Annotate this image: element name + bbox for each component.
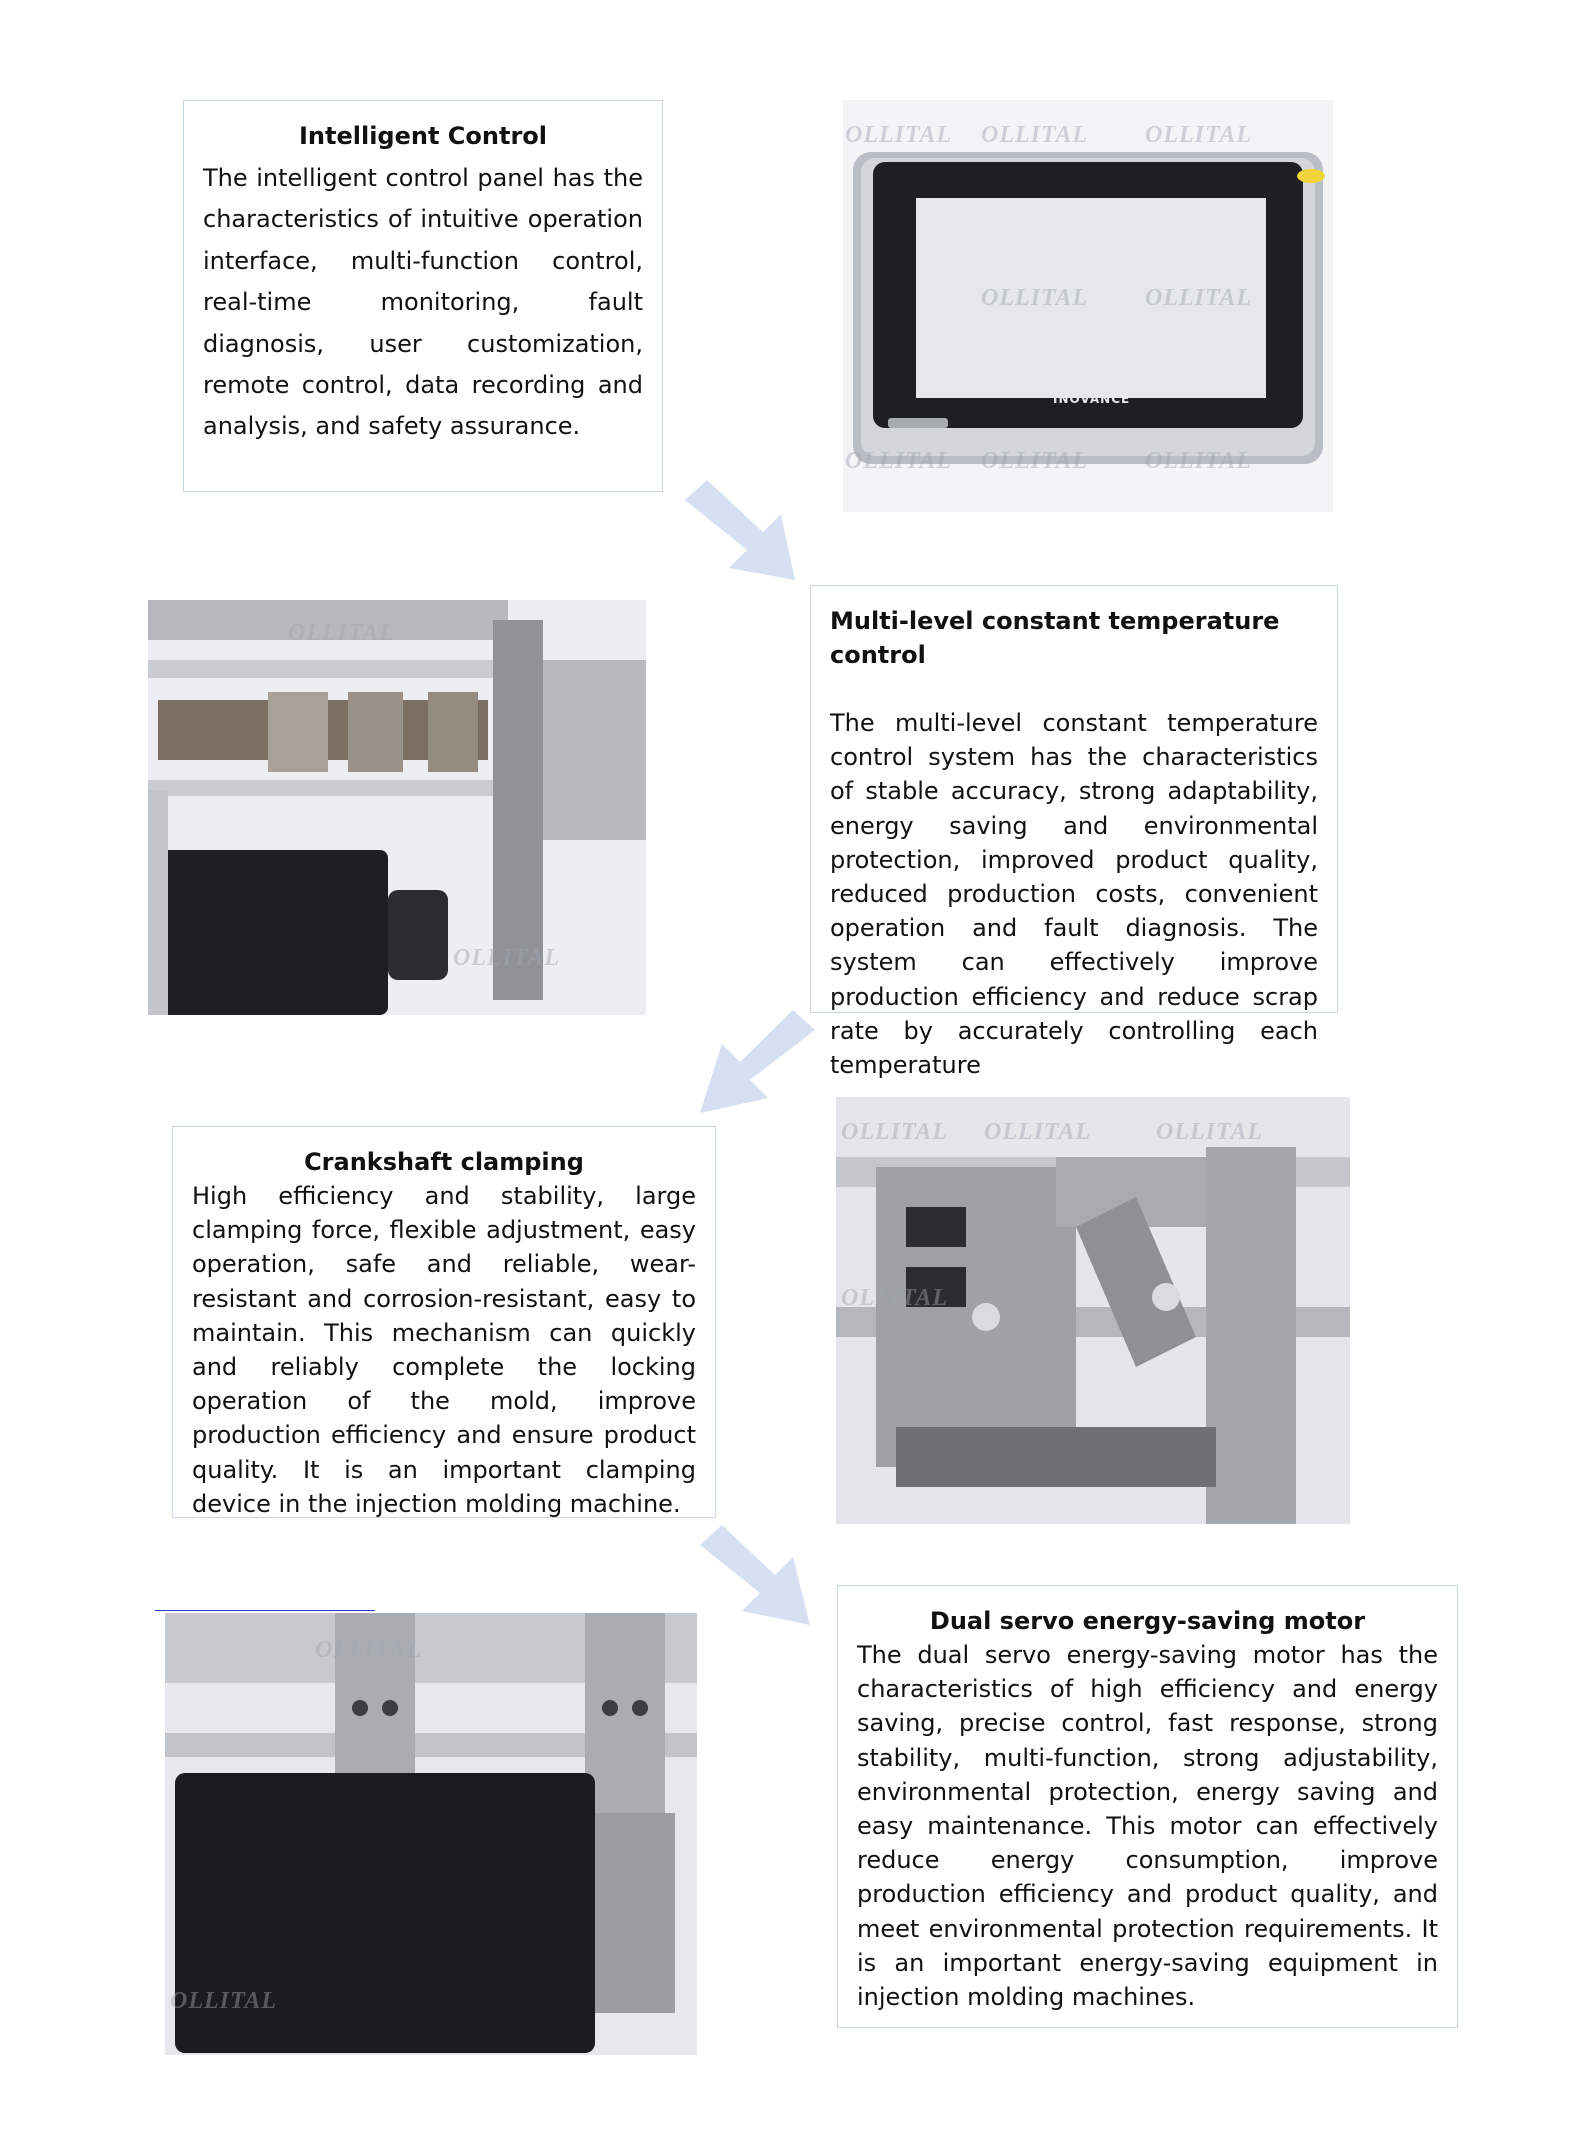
servo-motor-box [837,1585,1458,2028]
watermark-text: OLLITAL [841,1119,948,1145]
temperature-control-body: The multi-level constant temperature control system has the characteristics of stable accuracy, strong adaptability, energy saving and environmental protection, improved product quality, reduced production costs, convenient operation and fault diagnosis. The system can effectively improve production efficiency and reduce scrap rate by accurately controlling each temperature [830,709,1318,1080]
watermark-text: OLLITAL [1156,1119,1263,1145]
arrow-down-left-icon [700,1010,815,1115]
watermark-text: OLLITAL [1145,122,1252,148]
watermark-text: OLLITAL [981,285,1088,311]
flow-arrow-1 [685,480,815,590]
flow-arrow-2 [700,1010,815,1115]
crankshaft-clamping-box [172,1126,716,1518]
watermark-text: OLLITAL [845,448,952,474]
temperature-module-illustration [148,600,646,1015]
intelligent-control-box [183,100,663,492]
watermark-text: OLLITAL [170,1988,277,2014]
watermark-text: OLLITAL [288,620,395,646]
crankshaft-clamping-body: High efficiency and stability, large clamping force, flexible adjustment, easy operation, safe and reliable, wear-resistant and corrosion-resistant, easy to maintain. This mechanism can quickly and reliably complete the locking operation of the mold, improve production efficiency and ensure product quality. It is an important clamping device in the injection molding machine. [192,1182,696,1518]
intelligent-control-title: Intelligent Control [298,122,548,150]
watermark-text: OLLITAL [841,1285,948,1311]
crankshaft-clamping-title: Crankshaft clamping [304,1148,584,1176]
watermark-text: OLLITAL [845,122,952,148]
crankshaft-photo [836,1097,1350,1524]
control-panel-photo [843,100,1333,512]
arrow-down-right-icon [700,1525,820,1630]
temperature-control-title: Multi-level constant temperature control [830,607,1280,669]
watermark-text: OLLITAL [453,945,560,971]
watermark-text: OLLITAL [315,1637,422,1663]
servo-motor-title: Dual servo energy-saving motor [929,1607,1366,1635]
watermark-text: OLLITAL [984,1119,1091,1145]
temperature-control-box [810,585,1338,1080]
watermark-text: OLLITAL [1145,448,1252,474]
arrow-down-right-icon [685,480,815,590]
watermark-text: OLLITAL [981,448,1088,474]
panel-brand-logo: INOVANCE [1053,392,1131,406]
intelligent-control-body: The intelligent control panel has the characteristics of intuitive operation interface, multi-function control, real-time monitoring, fault diagnosis, user customization, remote control, data recording and analysis, and safety assurance. [203,164,643,441]
watermark-text: OLLITAL [981,122,1088,148]
watermark-text: OLLITAL [1145,285,1252,311]
temperature-module-photo [148,600,646,1015]
flow-arrow-3 [700,1525,820,1630]
servo-motor-body: The dual servo energy-saving motor has the characteristics of high efficiency and energy saving, precise control, fast response, strong stability, multi-function, strong adjustability, environmental protection, energy saving and easy maintenance. This motor can effectively reduce energy consumption, improve production efficiency and product quality, and meet environmental protection requirements. It is an important energy-saving equipment in injection molding machines. [857,1641,1438,2012]
servo-motor-photo [165,1613,697,2055]
decorative-rule [155,1610,375,1611]
